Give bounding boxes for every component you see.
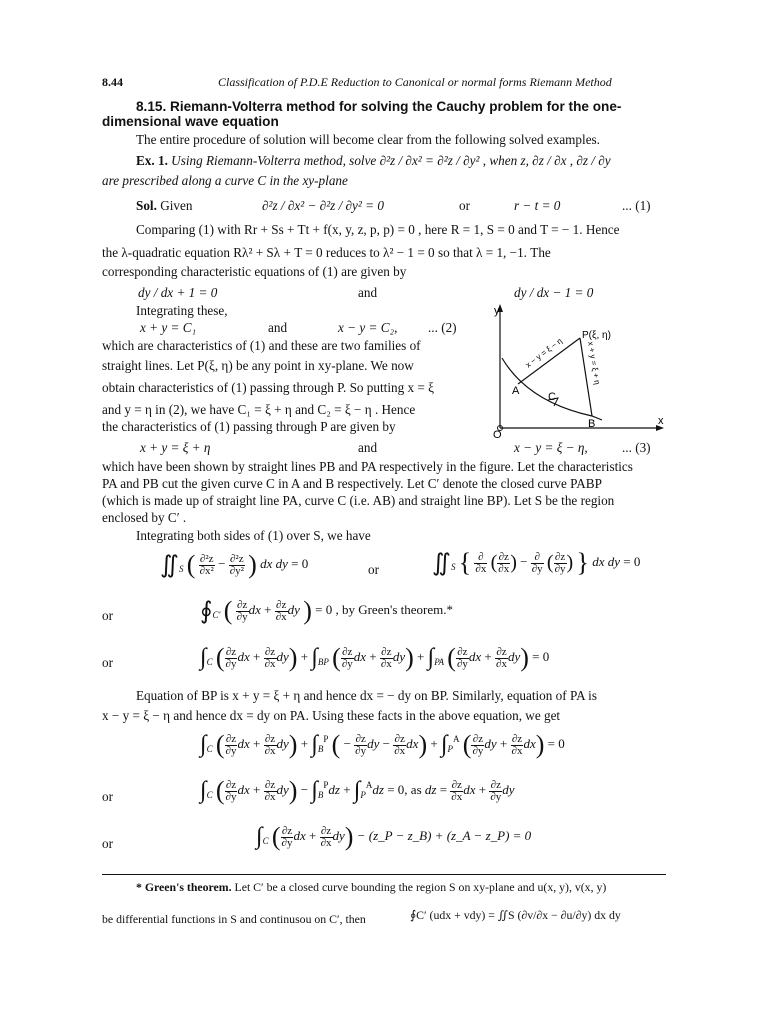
y-axis-label: y: [494, 305, 500, 317]
green-note: , by Green's theorem.*: [335, 601, 453, 617]
description-line1: which have been shown by straight lines PB and PA respectively in the figure. Let the characteristics: [102, 459, 633, 474]
bp-equation-line2: x − y = ξ − η and hence dx = dy on PA. Using these facts in the above equation, we get: [102, 708, 561, 723]
point-b-label: B: [588, 418, 596, 430]
double-integral-equation-left: $∬_S$ ( $\frac{\text{∂²z}}{\text{∂x²}}$ − $\frac{\text{∂²z}}{\text{∂y²}}$ ) dx dy = 0: [160, 550, 309, 579]
page-number: 8.44: [102, 75, 123, 89]
or-text-5: or: [102, 789, 113, 804]
or-text-3: or: [102, 608, 113, 623]
or-text-4: or: [102, 655, 113, 670]
footnote-formula: ∮C′ (udx + vdy) = ∬S (∂v/∂x − ∂u/∂y) dx dy: [410, 908, 621, 922]
footnote-line1: [136, 880, 606, 895]
equation-3-tag: ... (3): [622, 440, 651, 455]
lambda-line: the λ-quadratic equation Rλ² + Sλ + T = 0 reduces to λ² − 1 = 0 so that λ = 1, −1. The: [102, 245, 551, 260]
equation-3-right: x − y = ξ − η,: [514, 440, 588, 455]
char-equation-1: dy / dx + 1 = 0: [138, 285, 218, 300]
final-equation: $\int_C$ ( $\frac{\partial z}{\partial y}$ dx + $\frac{\partial z}{\partial x}$ dy) − (z_P − z_B) + (z_A − z_P) = 0: [256, 822, 532, 851]
integral-equation-1: x + y = C₁: [140, 320, 197, 335]
example-text2: are prescribed along a curve C in the xy-plane: [102, 173, 348, 188]
integrating-text: Integrating these,: [136, 303, 228, 318]
or-text-6: or: [102, 836, 113, 851]
paragraph-line3: obtain characteristics of (1) passing through P. So putting x = ξ: [102, 380, 434, 395]
paragraph-line5: the characteristics of (1) passing through P are given by: [102, 419, 396, 434]
solution-given: Sol. Given: [136, 198, 193, 213]
curve-c-label: C: [548, 391, 556, 403]
integrating-both-text: Integrating both sides of (1) over S, we have: [136, 528, 371, 543]
paragraph-line2: straight lines. Let P(ξ, η) be any point in xy-plane. We now: [102, 358, 414, 373]
paragraph-line4: and y = η in (2), we have C₁ = ξ + η and C₂ = ξ − η . Hence: [102, 402, 416, 417]
as-text: , as: [404, 781, 422, 797]
description-line3: (which is made up of straight line PA, curve C (i.e. AB) and straight line BP). Let S be the region: [102, 493, 615, 508]
or-text-2: or: [368, 562, 379, 577]
description-line4: enclosed by C′ .: [102, 510, 187, 525]
line-pa-label: x − y = ξ − η: [523, 336, 564, 370]
description-line2: PA and PB cut the given curve C in A and B respectively. Let C′ denote the closed curve PABP: [102, 476, 602, 491]
section-title-line2: dimensional wave equation: [102, 114, 279, 129]
split-integral-equation: $\int_C$ ( $\frac{\partial z}{\partial y}$ dx + $\frac{\partial z}{\partial x}$ $dy) + \int_{BP}$ ( $\frac{\partial z}{\partial y}$ dx + $\frac{\partial z}{\partial x}$ $dy) + \int_{PA}$ ( $\frac{\partial z}{\partial y}$ dx + $\frac{\partial z}{\partial x}$ dy) = 0: [200, 643, 550, 672]
equation-3-left: x + y = ξ + η: [140, 440, 211, 455]
intro-text: The entire procedure of solution will become clear from the following solved examples.: [136, 132, 600, 147]
and-text-3: and: [358, 440, 378, 455]
bp-equation-line1: Equation of BP is x + y = ξ + η and hence dx = − dy on BP. Similarly, equation of PA is: [136, 688, 597, 703]
origin-label: O: [493, 429, 502, 438]
footnote-line2: be differential functions in S and continusou on C′, then: [102, 912, 366, 926]
footnote-text1: Let C′ be a closed curve bounding the region S on xy-plane and u(x, y), v(x, y): [234, 880, 607, 894]
point-a-label: A: [512, 385, 520, 397]
equation-2-tag: ... (2): [428, 320, 457, 335]
example-line1: [136, 153, 611, 169]
example-text1: Using Riemann-Volterra method, solve ∂²z / ∂x² = ∂²z / ∂y² , when z, ∂z / ∂x , ∂z / ∂y: [171, 153, 611, 168]
section-title-line1: 8.15. Riemann-Volterra method for solving the Cauchy problem for the one-: [136, 99, 622, 114]
comparing-line: Comparing (1) with Rr + Ss + Tt + f(x, y, z, p, p) = 0 , here R = 1, S = 0 and T = − 1. Hence: [136, 222, 620, 237]
running-title: Classification of P.D.E Reduction to Canonical or normal forms Riemann Method: [218, 75, 612, 89]
footnote-title: * Green's theorem.: [136, 880, 232, 894]
footnote-rule: [102, 874, 666, 875]
final-equation-tail: − (z_P − z_B) + (z_A − z_P) = 0: [356, 827, 532, 843]
contour-integral-equation: $∮_{C'}$ ( $\frac{\partial z}{\partial y}$ dx + $\frac{\partial z}{\partial x}$ dy ) = 0 , by Green's theorem.*: [200, 596, 453, 625]
equation-1: ∂²z / ∂x² − ∂²z / ∂y² = 0: [262, 198, 384, 213]
line-pb-label: x + y = ξ + η: [586, 340, 602, 386]
solution-label: Sol.: [136, 198, 157, 213]
equation-1-tag: ... (1): [622, 198, 651, 213]
substituted-integral-equation: $\int_C$ ( $\frac{\partial z}{\partial y}$ dx + $\frac{\partial z}{\partial x}$ $dy) + \int_B^P$ ( − $\frac{\partial z}{\partial y}$ dy − $\frac{\partial z}{\partial x}$ $dx) + \int_P^A$ ( $\frac{\partial z}{\partial y}$ dy + $\frac{\partial z}{\partial x}$ dx) = 0: [200, 730, 565, 759]
equation-1-alt: r − t = 0: [514, 198, 561, 213]
corresponding-line: corresponding characteristic equations of (1) are given by: [102, 264, 407, 279]
char-equation-2: dy / dx − 1 = 0: [514, 285, 594, 300]
and-text-2: and: [268, 320, 288, 335]
or-text: or: [459, 198, 470, 213]
and-text-1: and: [358, 285, 378, 300]
paragraph-line1: which are characteristics of (1) and these are two families of: [102, 338, 421, 353]
x-axis-label: x: [658, 415, 664, 427]
characteristics-figure: [488, 300, 668, 438]
double-integral-equation-right: $∬_S$ { $\frac{\partial}{\partial x}$ ( $\frac{\partial z}{\partial x}$ ) − $\frac{\partial}{\partial y}$ ( $\frac{\partial z}{\partial y}$ ) } dx dy = 0: [432, 548, 641, 577]
integral-equation-2: x − y = C₂,: [338, 320, 398, 335]
total-differential-equation: $\int_C$ ( $\frac{\partial z}{\partial y}$ dx + $\frac{\partial z}{\partial x}$ $dy) - \int_B^Pdz + \int_P^Adz = 0$, as dz = $\frac{\partial z}{\partial x}$ dx + $\frac{\partial z}{\partial y}$ dy: [200, 776, 515, 805]
point-p-label: P(ξ, η): [582, 330, 611, 341]
example-label: Ex. 1.: [136, 153, 168, 168]
